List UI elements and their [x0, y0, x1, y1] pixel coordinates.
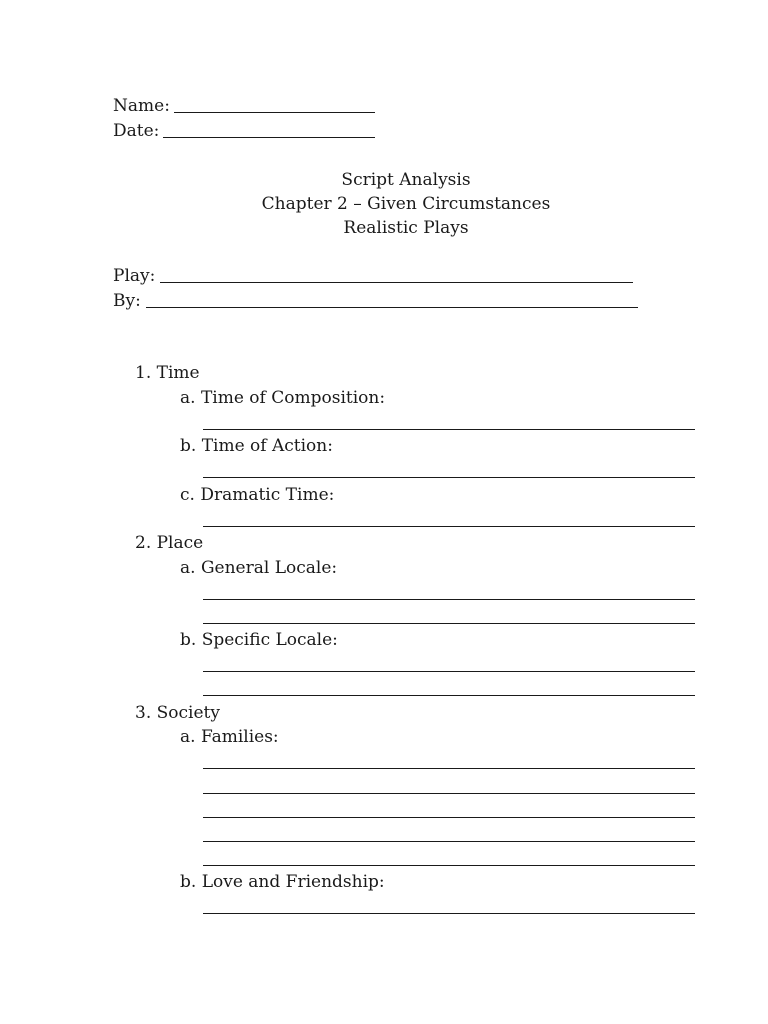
answer-line[interactable]	[203, 768, 695, 769]
title-line-1: Script Analysis	[341, 170, 471, 190]
name-blank[interactable]	[174, 112, 375, 113]
by-blank[interactable]	[146, 307, 638, 308]
name-label: Name:	[113, 96, 170, 116]
answer-line[interactable]	[203, 526, 695, 527]
title-line-3: Realistic Plays	[343, 218, 469, 238]
item-general-locale: a. General Locale:	[180, 558, 338, 578]
item-dramatic-time: c. Dramatic Time:	[180, 485, 335, 505]
section-society: 3. Society	[135, 703, 220, 723]
title-line-2: Chapter 2 – Given Circumstances	[261, 194, 551, 214]
answer-line[interactable]	[203, 477, 695, 478]
answer-line[interactable]	[203, 841, 695, 842]
answer-line[interactable]	[203, 599, 695, 600]
answer-line[interactable]	[203, 817, 695, 818]
item-love-and-friendship: b. Love and Friendship:	[180, 872, 385, 892]
answer-line[interactable]	[203, 429, 695, 430]
answer-line[interactable]	[203, 865, 695, 866]
section-time: 1. Time	[135, 363, 200, 383]
item-time-of-composition: a. Time of Composition:	[180, 388, 386, 408]
by-label: By:	[113, 291, 141, 311]
item-time-of-action: b. Time of Action:	[180, 436, 333, 456]
answer-line[interactable]	[203, 793, 695, 794]
section-place: 2. Place	[135, 533, 204, 553]
answer-line[interactable]	[203, 913, 695, 914]
answer-line[interactable]	[203, 623, 695, 624]
item-specific-locale: b. Specific Locale:	[180, 630, 338, 650]
date-blank[interactable]	[163, 137, 375, 138]
answer-line[interactable]	[203, 695, 695, 696]
play-blank[interactable]	[160, 282, 633, 283]
item-families: a. Families:	[180, 727, 279, 747]
date-label: Date:	[113, 121, 160, 141]
play-label: Play:	[113, 266, 156, 286]
answer-line[interactable]	[203, 671, 695, 672]
